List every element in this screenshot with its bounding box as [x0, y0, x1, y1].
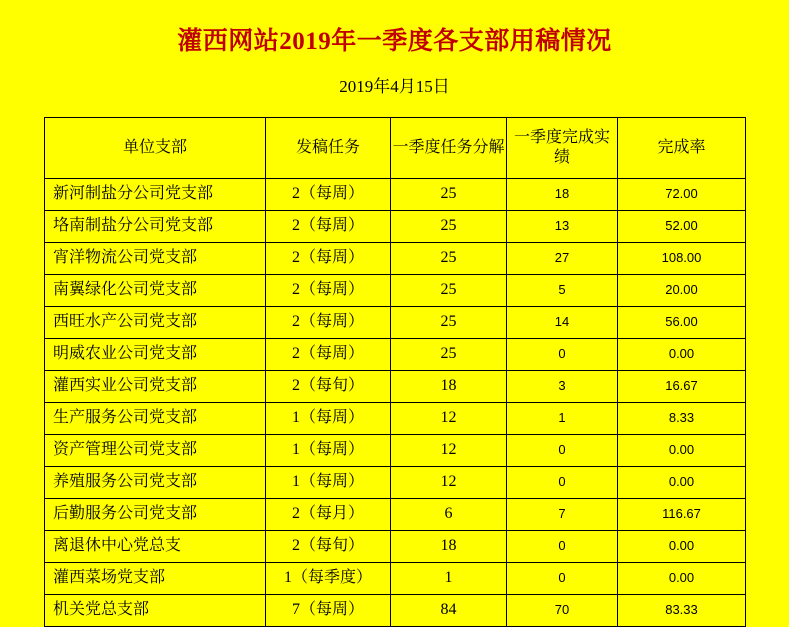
cell-task: 7（每周） [266, 594, 391, 626]
cell-unit: 新河制盐分公司党支部 [45, 178, 266, 210]
cell-rate: 116.67 [618, 498, 746, 530]
cell-task: 2（每周） [266, 338, 391, 370]
cell-quarter-done: 0 [507, 562, 618, 594]
table-body [45, 178, 746, 626]
cell-quarter-task: 1 [391, 562, 507, 594]
cell-task: 2（每月） [266, 498, 391, 530]
column-header-unit: 单位支部 [45, 117, 266, 178]
cell-rate: 0.00 [618, 466, 746, 498]
cell-rate: 0.00 [618, 434, 746, 466]
cell-rate: 0.00 [618, 562, 746, 594]
cell-rate: 0.00 [618, 530, 746, 562]
table-row [45, 370, 746, 402]
cell-rate: 52.00 [618, 210, 746, 242]
table-row [45, 562, 746, 594]
column-header-quarter-task: 一季度任务分解 [391, 117, 507, 178]
cell-unit: 离退休中心党总支 [45, 530, 266, 562]
table-row [45, 466, 746, 498]
cell-quarter-done: 5 [507, 274, 618, 306]
cell-rate: 56.00 [618, 306, 746, 338]
page-subtitle: 2019年4月15日 [339, 76, 450, 96]
cell-quarter-task: 25 [391, 306, 507, 338]
cell-unit: 垎南制盐分公司党支部 [45, 210, 266, 242]
table-row [45, 530, 746, 562]
cell-quarter-task: 25 [391, 210, 507, 242]
cell-unit: 灌西菜场党支部 [45, 562, 266, 594]
cell-unit: 后勤服务公司党支部 [45, 498, 266, 530]
cell-task: 2（每周） [266, 306, 391, 338]
table-row [45, 242, 746, 274]
cell-rate: 16.67 [618, 370, 746, 402]
cell-quarter-task: 25 [391, 274, 507, 306]
cell-quarter-done: 70 [507, 594, 618, 626]
cell-quarter-task: 6 [391, 498, 507, 530]
report-table-container [44, 117, 745, 627]
cell-quarter-task: 84 [391, 594, 507, 626]
table-row [45, 498, 746, 530]
cell-rate: 20.00 [618, 274, 746, 306]
cell-quarter-task: 12 [391, 402, 507, 434]
cell-unit: 灌西实业公司党支部 [45, 370, 266, 402]
cell-unit: 西旺水产公司党支部 [45, 306, 266, 338]
table-row [45, 338, 746, 370]
cell-unit: 资产管理公司党支部 [45, 434, 266, 466]
cell-rate: 108.00 [618, 242, 746, 274]
cell-unit: 南翼绿化公司党支部 [45, 274, 266, 306]
cell-unit: 生产服务公司党支部 [45, 402, 266, 434]
table-row [45, 210, 746, 242]
cell-quarter-task: 18 [391, 530, 507, 562]
table-header-row [45, 117, 746, 178]
cell-quarter-task: 25 [391, 178, 507, 210]
column-header-task: 发稿任务 [266, 117, 391, 178]
cell-quarter-done: 14 [507, 306, 618, 338]
cell-task: 1（每周） [266, 434, 391, 466]
cell-quarter-done: 0 [507, 338, 618, 370]
cell-task: 1（每周） [266, 402, 391, 434]
table-row [45, 306, 746, 338]
table-row [45, 178, 746, 210]
cell-quarter-task: 25 [391, 338, 507, 370]
table-row [45, 594, 746, 626]
cell-unit: 机关党总支部 [45, 594, 266, 626]
cell-quarter-done: 1 [507, 402, 618, 434]
cell-unit: 明威农业公司党支部 [45, 338, 266, 370]
table-row [45, 402, 746, 434]
cell-quarter-task: 12 [391, 434, 507, 466]
cell-quarter-done: 13 [507, 210, 618, 242]
report-table [44, 117, 746, 627]
cell-task: 2（每周） [266, 178, 391, 210]
cell-quarter-done: 27 [507, 242, 618, 274]
page-title: 灌西网站2019年一季度各支部用稿情况 [177, 28, 612, 55]
cell-task: 1（每周） [266, 466, 391, 498]
cell-quarter-done: 0 [507, 530, 618, 562]
table-row [45, 434, 746, 466]
cell-rate: 0.00 [618, 338, 746, 370]
cell-task: 2（每周） [266, 242, 391, 274]
cell-quarter-done: 0 [507, 434, 618, 466]
cell-quarter-task: 12 [391, 466, 507, 498]
cell-quarter-done: 18 [507, 178, 618, 210]
cell-rate: 72.00 [618, 178, 746, 210]
cell-task: 2（每旬） [266, 530, 391, 562]
table-header [45, 117, 746, 178]
cell-unit: 宵洋物流公司党支部 [45, 242, 266, 274]
cell-rate: 8.33 [618, 402, 746, 434]
cell-task: 1（每季度） [266, 562, 391, 594]
table-row [45, 274, 746, 306]
cell-task: 2（每周） [266, 210, 391, 242]
cell-quarter-done: 0 [507, 466, 618, 498]
cell-quarter-done: 3 [507, 370, 618, 402]
cell-quarter-done: 7 [507, 498, 618, 530]
cell-task: 2（每旬） [266, 370, 391, 402]
cell-quarter-task: 18 [391, 370, 507, 402]
column-header-rate: 完成率 [618, 117, 746, 178]
column-header-quarter-done: 一季度完成实绩 [507, 117, 618, 178]
cell-unit: 养殖服务公司党支部 [45, 466, 266, 498]
cell-rate: 83.33 [618, 594, 746, 626]
cell-quarter-task: 25 [391, 242, 507, 274]
cell-task: 2（每周） [266, 274, 391, 306]
